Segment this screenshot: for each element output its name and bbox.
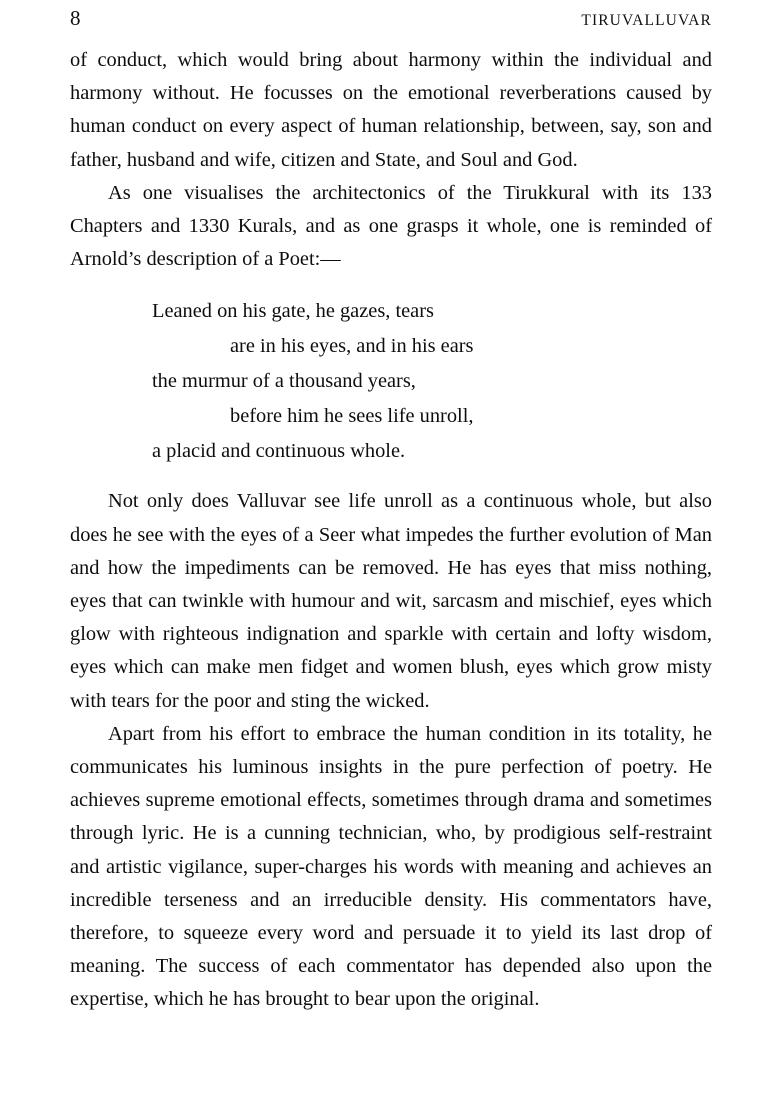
- paragraph-2: As one visualises the architectonics of the Tirukkural with its 133 Chapters and 1330 Kurals, and as one grasps it whole, one is reminded of Arnold’s description of a Poet:—: [70, 181, 712, 271]
- verse-line-1: Leaned on his gate, he gazes, tears: [152, 300, 434, 323]
- text-block: [70, 44, 712, 1017]
- running-head-title: TIRUVALLUVAR: [581, 12, 712, 29]
- verse-quotation: [70, 294, 712, 469]
- paragraph-1: of conduct, which would bring about harmony within the individual and harmony without. He focusses on the emotional reverberations caused by human conduct on every aspect of human relationship, between, say, son and father, husband and wife, citizen and State, and Soul and God.: [70, 49, 712, 171]
- running-header: [70, 8, 712, 36]
- page-number: 8: [70, 6, 81, 30]
- paragraph-4: Apart from his effort to embrace the human condition in its totality, he communicates his luminous insights in the pure perfection of poetry. He achieves supreme emotional effects, sometimes through drama and sometimes through lyric. He is a cunning technician, who, by prodigious self-restraint and artistic vigilance, super-charges his words with meaning and achieves an incredible terseness and an irreducible density. His commentators have, therefore, to squeeze every word and persuade it to yield its last drop of meaning. The success of each commentator has depended also upon the expertise, which he has brought to bear upon the original.: [70, 722, 712, 1011]
- verse-line-2: are in his eyes, and in his ears: [230, 335, 474, 358]
- verse-line-5: a placid and continuous whole.: [152, 440, 406, 463]
- paragraph-3: Not only does Valluvar see life unroll as a continuous whole, but also does he see with the eyes of a Seer what impedes the further evolution of Man and how the impediments can be removed. He has eyes that miss nothing, eyes that can twinkle with humour and wit, sarcasm and mischief, eyes which glow with righteous indignation and sparkle with certain and lofty wisdom, eyes which can make men fidget and women blush, eyes which grow misty with tears for the poor and sting the wicked.: [70, 490, 712, 712]
- verse-line-4: before him he sees life unroll,: [230, 405, 474, 428]
- verse-line-3: the murmur of a thousand years,: [152, 370, 416, 393]
